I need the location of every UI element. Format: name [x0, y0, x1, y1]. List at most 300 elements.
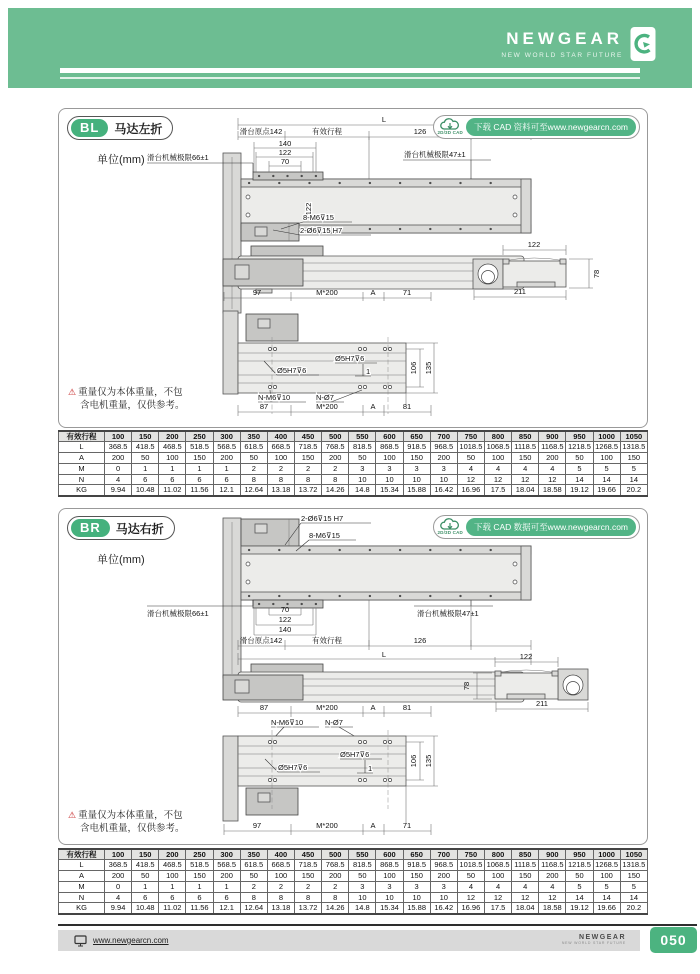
value-cell: 1268.5 [593, 442, 620, 453]
bl-end-view [473, 258, 566, 289]
value-cell: 5 [593, 463, 620, 474]
dim-label: L [381, 115, 387, 124]
value-cell: 800 [484, 431, 511, 442]
dim-label: 87 [259, 703, 269, 712]
value-cell: 418.5 [132, 860, 159, 871]
value-cell: 1168.5 [539, 860, 566, 871]
value-cell: 17.5 [484, 485, 511, 496]
value-cell: 350 [240, 431, 267, 442]
value-cell: 15.34 [376, 903, 403, 914]
value-cell: 600 [376, 849, 403, 860]
value-cell: 4 [457, 463, 484, 474]
value-cell: 6 [159, 892, 186, 903]
value-cell: 1268.5 [593, 860, 620, 871]
value-cell: 4 [484, 881, 511, 892]
pin-callout: Ø5H7⊽6 [340, 750, 370, 759]
brand-name: NEWGEAR [506, 29, 623, 48]
value-cell: 1118.5 [512, 860, 539, 871]
monitor-icon [74, 935, 87, 947]
value-cell: 3 [403, 881, 430, 892]
dim-label: 211 [514, 287, 526, 296]
value-cell: 900 [539, 431, 566, 442]
value-cell: 100 [105, 849, 132, 860]
weight-warning [68, 386, 185, 413]
cad-download-bl[interactable] [433, 115, 640, 139]
value-cell: 400 [267, 849, 294, 860]
value-cell: 16.42 [430, 903, 457, 914]
value-cell: 2 [294, 463, 321, 474]
value-cell: 9.94 [105, 903, 132, 914]
value-cell: 1 [186, 881, 213, 892]
row-header-cell: M [59, 463, 105, 474]
hole-callout: N-Ø7 [325, 718, 343, 727]
value-cell: 10 [349, 474, 376, 485]
value-cell: 100 [267, 871, 294, 882]
value-cell: 600 [376, 431, 403, 442]
dim-label: 滑台原点142 [239, 636, 283, 645]
value-cell: 100 [105, 431, 132, 442]
value-cell: 0 [105, 881, 132, 892]
dim-label: 滑台机械极限47±1 [417, 609, 479, 618]
value-cell: 768.5 [322, 860, 349, 871]
cad-icon-label: 2D/3D CAD [437, 130, 464, 136]
model-code: BR [71, 519, 110, 537]
cad-download-br[interactable] [433, 515, 640, 539]
value-cell: 150 [403, 871, 430, 882]
value-cell: 16.96 [457, 903, 484, 914]
value-cell: 1218.5 [566, 860, 593, 871]
value-cell: 200 [322, 871, 349, 882]
spec-row [59, 903, 648, 914]
footer-brand-tagline: NEW WORLD STAR FUTURE [561, 941, 626, 945]
footer-divider [58, 924, 697, 926]
section-br [58, 508, 648, 845]
dim-label: 1 [368, 764, 373, 773]
value-cell: 850 [512, 849, 539, 860]
value-cell: 10 [376, 474, 403, 485]
value-cell: 568.5 [213, 442, 240, 453]
value-cell: 1168.5 [539, 442, 566, 453]
value-cell: 200 [539, 871, 566, 882]
value-cell: 750 [457, 431, 484, 442]
row-header-cell: A [59, 871, 105, 882]
spec-row [59, 871, 648, 882]
dim-label: 106 [409, 361, 418, 375]
value-cell: 10 [349, 892, 376, 903]
dim-label: 1 [366, 367, 371, 376]
value-cell: 50 [132, 871, 159, 882]
dowel-callout: 2-Ø6⊽15 H7 [301, 514, 344, 523]
value-cell: 200 [105, 453, 132, 464]
br-bottom-view [223, 730, 406, 821]
dim-label: M*200 [316, 402, 338, 411]
dim-label: 81 [402, 402, 412, 411]
dim-label: 滑台机械极限47±1 [404, 150, 466, 159]
value-cell: 4 [484, 463, 511, 474]
value-cell: 200 [322, 453, 349, 464]
value-cell: 16.42 [430, 485, 457, 496]
value-cell: 550 [349, 849, 376, 860]
value-cell: 100 [593, 871, 620, 882]
value-cell: 4 [105, 892, 132, 903]
warning-text: 重量仅为本体重量，不包 [78, 387, 183, 398]
value-cell: 2 [322, 881, 349, 892]
spec-header-row [59, 849, 648, 860]
value-cell: 950 [566, 431, 593, 442]
value-cell: 1318.5 [620, 442, 647, 453]
value-cell: 12 [484, 892, 511, 903]
value-cell: 100 [159, 871, 186, 882]
dim-label: 122 [527, 240, 541, 249]
value-cell: 618.5 [240, 860, 267, 871]
value-cell: 1318.5 [620, 860, 647, 871]
value-cell: 14 [620, 892, 647, 903]
dim-label: 78 [592, 269, 601, 279]
pin-callout: Ø5H7⊽6 [335, 354, 365, 363]
value-cell: 568.5 [213, 860, 240, 871]
value-cell: 19.12 [566, 485, 593, 496]
header-stripe [60, 68, 640, 73]
value-cell: 10 [376, 892, 403, 903]
value-cell: 16.96 [457, 485, 484, 496]
spec-row [59, 453, 648, 464]
br-side-view [223, 664, 524, 702]
value-cell: 668.5 [267, 442, 294, 453]
value-cell: 2 [267, 881, 294, 892]
value-cell: 868.5 [376, 442, 403, 453]
model-badge-bl [67, 116, 173, 140]
row-header-cell: N [59, 892, 105, 903]
value-cell: 2 [240, 881, 267, 892]
dim-label: M*200 [316, 288, 338, 297]
value-cell: 800 [484, 849, 511, 860]
value-cell: 12.1 [213, 903, 240, 914]
value-cell: 8 [267, 474, 294, 485]
value-cell: 400 [267, 431, 294, 442]
value-cell: 5 [620, 463, 647, 474]
model-badge-br [67, 516, 175, 540]
value-cell: 4 [539, 463, 566, 474]
value-cell: 50 [349, 453, 376, 464]
value-cell: 3 [430, 881, 457, 892]
spec-row [59, 485, 648, 496]
value-cell: 1018.5 [457, 442, 484, 453]
br-technical-drawing [59, 509, 647, 844]
value-cell: 200 [105, 871, 132, 882]
value-cell: 20.2 [620, 485, 647, 496]
header-stripe-thin [60, 77, 640, 79]
value-cell: 15.88 [403, 903, 430, 914]
spec-row [59, 442, 648, 453]
value-cell: 1050 [620, 431, 647, 442]
value-cell: 2 [267, 463, 294, 474]
value-cell: 0 [105, 463, 132, 474]
value-cell: 10 [403, 474, 430, 485]
value-cell: 10.48 [132, 903, 159, 914]
value-cell: 1218.5 [566, 442, 593, 453]
br-mid-dimensions [238, 703, 431, 740]
row-header-cell: L [59, 860, 105, 871]
row-header-cell: A [59, 453, 105, 464]
footer-bar [58, 930, 640, 951]
value-cell: 5 [593, 881, 620, 892]
spec-header-row [59, 431, 648, 442]
value-cell: 150 [512, 871, 539, 882]
dim-label: 106 [409, 754, 418, 768]
value-cell: 14.26 [322, 485, 349, 496]
model-title: 马达右折 [115, 521, 164, 536]
value-cell: 368.5 [105, 860, 132, 871]
value-cell: 2 [240, 463, 267, 474]
value-cell: 518.5 [186, 442, 213, 453]
value-cell: 4 [512, 881, 539, 892]
cad-download-link[interactable]: 下载 CAD 数据可至www.newgearcn.com [466, 518, 636, 536]
value-cell: 150 [294, 453, 321, 464]
value-cell: 200 [213, 453, 240, 464]
value-cell: 12 [457, 474, 484, 485]
value-cell: 250 [186, 431, 213, 442]
dim-label: A [370, 821, 376, 830]
value-cell: 450 [294, 849, 321, 860]
value-cell: 14 [566, 474, 593, 485]
dim-label: 滑台机械极限66±1 [147, 153, 209, 162]
thread-callout: N-M6⊽10 [271, 718, 304, 727]
value-cell: 19.66 [593, 903, 620, 914]
dim-label: 97 [252, 288, 262, 297]
value-cell: 12 [457, 892, 484, 903]
value-cell: 14.26 [322, 903, 349, 914]
warning-text: 含电机重量，仅供参考。 [80, 823, 185, 835]
value-cell: 5 [620, 881, 647, 892]
thread-callout: 8-M6⊽15 [303, 213, 334, 222]
value-cell: 19.12 [566, 903, 593, 914]
value-cell: 6 [213, 474, 240, 485]
cad-download-link[interactable]: 下载 CAD 资料可至www.newgearcn.com [466, 118, 636, 136]
value-cell: 1 [186, 463, 213, 474]
value-cell: 150 [512, 453, 539, 464]
value-cell: 968.5 [430, 860, 457, 871]
page-number-badge: 050 [650, 927, 697, 953]
value-cell: 50 [240, 871, 267, 882]
dim-label: 122 [278, 615, 292, 624]
spec-row [59, 860, 648, 871]
value-cell: 13.72 [294, 903, 321, 914]
value-cell: 8 [240, 474, 267, 485]
value-cell: 10.48 [132, 485, 159, 496]
row-header-cell: 有效行程 [59, 849, 105, 860]
dim-label: 有效行程 [312, 127, 342, 136]
value-cell: 11.56 [186, 485, 213, 496]
value-cell: 50 [457, 871, 484, 882]
value-cell: 12 [512, 892, 539, 903]
value-cell: 650 [403, 849, 430, 860]
value-cell: 700 [430, 849, 457, 860]
value-cell: 418.5 [132, 442, 159, 453]
value-cell: 450 [294, 431, 321, 442]
footer-website-link[interactable]: www.newgearcn.com [93, 936, 169, 945]
value-cell: 150 [403, 453, 430, 464]
value-cell: 13.72 [294, 485, 321, 496]
brand-tagline: NEW WORLD STAR FUTURE [501, 52, 623, 59]
value-cell: 468.5 [159, 442, 186, 453]
value-cell: 4 [457, 881, 484, 892]
row-header-cell: KG [59, 485, 105, 496]
value-cell: 13.18 [267, 903, 294, 914]
value-cell: 10 [430, 892, 457, 903]
br-end-view [495, 669, 588, 700]
value-cell: 12 [539, 892, 566, 903]
value-cell: 500 [322, 431, 349, 442]
row-header-cell: 有效行程 [59, 431, 105, 442]
footer-brand-name: NEWGEAR [578, 934, 626, 941]
value-cell: 17.5 [484, 903, 511, 914]
value-cell: 650 [403, 431, 430, 442]
value-cell: 1 [213, 881, 240, 892]
value-cell: 100 [484, 871, 511, 882]
dim-label: A [370, 288, 376, 297]
weight-warning [68, 809, 185, 836]
brand-logo [501, 26, 656, 62]
value-cell: 4 [105, 474, 132, 485]
value-cell: 9.94 [105, 485, 132, 496]
value-cell: 3 [349, 463, 376, 474]
value-cell: 12 [484, 474, 511, 485]
dim-label: 140 [278, 625, 292, 634]
spec-table-bl [58, 430, 648, 497]
dim-label: 70 [280, 157, 290, 166]
value-cell: 818.5 [349, 442, 376, 453]
value-cell: 668.5 [267, 860, 294, 871]
row-header-cell: KG [59, 903, 105, 914]
value-cell: 200 [213, 871, 240, 882]
dim-label: A [370, 402, 376, 411]
value-cell: 768.5 [322, 442, 349, 453]
value-cell: 150 [132, 849, 159, 860]
value-cell: 12.64 [240, 903, 267, 914]
value-cell: 918.5 [403, 442, 430, 453]
value-cell: 550 [349, 431, 376, 442]
value-cell: 918.5 [403, 860, 430, 871]
value-cell: 1000 [593, 849, 620, 860]
pin-callout: Ø5H7⊽6 [278, 763, 308, 772]
value-cell: 8 [322, 892, 349, 903]
dim-label: 135 [424, 361, 433, 375]
value-cell: 8 [294, 474, 321, 485]
dim-label: M*200 [316, 821, 338, 830]
value-cell: 18.04 [512, 903, 539, 914]
dim-label: 71 [402, 821, 412, 830]
warning-text: 重量仅为本体重量，不包 [78, 810, 183, 821]
value-cell: 150 [186, 871, 213, 882]
value-cell: 18.58 [539, 485, 566, 496]
value-cell: 818.5 [349, 860, 376, 871]
dim-label: 81 [402, 703, 412, 712]
value-cell: 10 [403, 892, 430, 903]
value-cell: 4 [539, 881, 566, 892]
value-cell: 100 [159, 453, 186, 464]
cad-icon-label: 2D/3D CAD [437, 530, 464, 536]
hole-callout: N-Ø7 [316, 393, 334, 402]
value-cell: 300 [213, 431, 240, 442]
value-cell: 1068.5 [484, 860, 511, 871]
value-cell: 250 [186, 849, 213, 860]
value-cell: 3 [349, 881, 376, 892]
warning-icon: ⚠ [68, 387, 77, 397]
value-cell: 50 [240, 453, 267, 464]
value-cell: 1050 [620, 849, 647, 860]
value-cell: 1068.5 [484, 442, 511, 453]
value-cell: 6 [186, 892, 213, 903]
value-cell: 19.66 [593, 485, 620, 496]
dim-label: 70 [280, 605, 290, 614]
dim-label: 71 [402, 288, 412, 297]
dim-label: A [370, 703, 376, 712]
value-cell: 350 [240, 849, 267, 860]
warning-text: 含电机重量，仅供参考。 [80, 400, 185, 412]
value-cell: 200 [159, 849, 186, 860]
value-cell: 6 [159, 474, 186, 485]
model-title: 马达左折 [114, 121, 163, 136]
value-cell: 100 [376, 871, 403, 882]
dim-label: 140 [278, 139, 292, 148]
value-cell: 950 [566, 849, 593, 860]
value-cell: 1118.5 [512, 442, 539, 453]
dim-label: 有效行程 [312, 636, 342, 645]
value-cell: 300 [213, 849, 240, 860]
footer-brand-logo [562, 934, 626, 945]
value-cell: 100 [376, 453, 403, 464]
value-cell: 718.5 [294, 860, 321, 871]
value-cell: 15.88 [403, 485, 430, 496]
value-cell: 150 [294, 871, 321, 882]
value-cell: 518.5 [186, 860, 213, 871]
value-cell: 368.5 [105, 442, 132, 453]
value-cell: 200 [159, 431, 186, 442]
value-cell: 1000 [593, 431, 620, 442]
value-cell: 750 [457, 849, 484, 860]
value-cell: 1018.5 [457, 860, 484, 871]
brand-mark-icon [630, 26, 656, 62]
dim-label: 78 [462, 681, 471, 691]
spec-row [59, 892, 648, 903]
thread-callout: 8-M6⊽15 [309, 531, 340, 540]
value-cell: 100 [484, 453, 511, 464]
pin-callout: Ø5H7⊽6 [277, 366, 307, 375]
value-cell: 14 [593, 474, 620, 485]
bl-side-dimensions [224, 288, 431, 301]
thread-callout: N-M6⊽10 [258, 393, 291, 402]
value-cell: 12 [512, 474, 539, 485]
value-cell: 718.5 [294, 442, 321, 453]
value-cell: 150 [620, 871, 647, 882]
value-cell: 10 [430, 474, 457, 485]
value-cell: 11.02 [159, 485, 186, 496]
value-cell: 8 [294, 892, 321, 903]
value-cell: 868.5 [376, 860, 403, 871]
unit-note: 单位(mm) [97, 554, 145, 566]
dim-label: 87 [259, 402, 269, 411]
value-cell: 2 [294, 881, 321, 892]
spec-table-br [58, 848, 648, 915]
value-cell: 850 [512, 431, 539, 442]
value-cell: 5 [566, 463, 593, 474]
value-cell: 14 [593, 892, 620, 903]
value-cell: 1 [132, 463, 159, 474]
value-cell: 500 [322, 849, 349, 860]
value-cell: 900 [539, 849, 566, 860]
value-cell: 18.58 [539, 903, 566, 914]
unit-note: 单位(mm) [97, 154, 145, 166]
